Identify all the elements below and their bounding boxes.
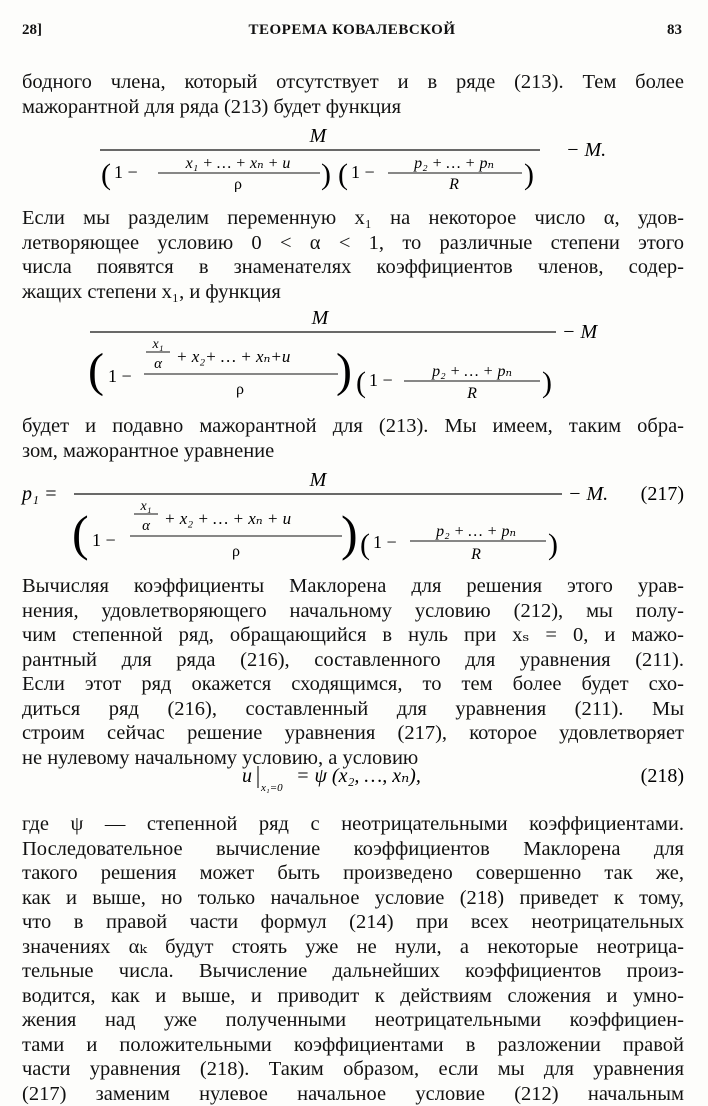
text-line: водится, как и выше, и приводит к действиям сложения и умно-	[22, 984, 684, 1009]
minus-M: − M	[562, 321, 598, 343]
section-number: 28]	[22, 22, 42, 39]
inner-numerator: p₂ + … + pₙ	[435, 523, 516, 540]
formula-217	[0, 468, 708, 568]
numerator-M: M	[309, 125, 328, 147]
x1-numerator: x₁	[151, 337, 163, 352]
inner-denominator: R	[448, 176, 459, 192]
left-paren: (	[72, 505, 89, 561]
text-line: бодного члена, который отсутствует и в ряде (213). Тем более	[22, 70, 684, 95]
text-line: части уравнения (218). Таким образом, если мы для уравнения	[22, 1057, 684, 1082]
right-paren: )	[341, 505, 358, 561]
right-paren: )	[548, 528, 558, 561]
minus-M: − M.	[566, 139, 606, 161]
inner-denominator: ρ	[236, 381, 244, 398]
text-line: что в правой части формул (214) при всех неотрицательных	[22, 910, 684, 935]
x1-numerator: x₁	[139, 499, 151, 514]
numerator-M: M	[311, 307, 330, 329]
inner-denominator: R	[470, 546, 481, 563]
inner-numerator: p₂ + … + pₙ	[431, 363, 512, 380]
text-line: числа появятся в знаменателях коэффициентов членов, содер-	[22, 255, 684, 280]
rhs-psi: = ψ (x₂, …, xₙ),	[296, 765, 421, 787]
formula-218	[0, 760, 708, 800]
inner-numerator: p₂ + … + pₙ	[413, 155, 494, 172]
text-line: зом, мажорантное уравнение	[22, 439, 684, 464]
text-line: тами и положительными коэффициентами в разложении правой	[22, 1033, 684, 1058]
text-line: рантный для ряда (216), составленного для уравнения (211).	[22, 648, 684, 673]
text-line: летворяющее условию 0 < α < 1, то различные степени этого	[22, 231, 684, 256]
paragraph-3	[22, 414, 684, 463]
inner-numerator: x₁ + … + xₙ + u	[185, 155, 291, 172]
text-line: будет и подавно мажорантной для (213). Мы имеем, таким обра-	[22, 414, 684, 439]
page-number: 83	[667, 22, 682, 39]
equation-number: (218)	[641, 765, 684, 787]
running-header	[22, 22, 682, 46]
equation-number: (217)	[641, 483, 684, 505]
text-line: не нулевому начальному условию, а условию	[22, 746, 684, 771]
lhs-p1: p₁ =	[20, 483, 57, 505]
running-title: ТЕОРЕМА КОВАЛЕВСКОЙ	[22, 22, 682, 39]
text-line: (217) заменим нулевое начальное условие (212) начальным	[22, 1082, 684, 1106]
left-paren: (	[101, 158, 111, 191]
text-line: Если мы разделим переменную x₁ на некоторое число α, удов-	[22, 206, 684, 231]
inner-denominator: R	[466, 385, 477, 402]
text-line: Последовательное вычисление коэффициентов Маклорена для	[22, 837, 684, 862]
text-line: значениях αₖ будут стоять уже не нули, а некоторые неотрица-	[22, 935, 684, 960]
text-line: строим сейчас решение уравнения (217), которое удовлетворяет	[22, 721, 684, 746]
left-paren: (	[88, 344, 104, 397]
text-line: диться ряд (216), составленный для уравнения (211). Мы	[22, 697, 684, 722]
inner-numerator-rest: + x₂ + … + xₙ + u	[164, 509, 291, 528]
alpha-denominator: α	[154, 356, 163, 372]
minus-M: − M.	[568, 483, 608, 505]
text-line: нения, удовлетворяющего начальному условию (212), мы полу-	[22, 599, 684, 624]
paragraph-1	[22, 70, 684, 119]
left-paren: (	[356, 366, 366, 399]
paragraph-5	[22, 812, 684, 1106]
right-paren: )	[542, 366, 552, 399]
text-line: Вычисляя коэффициенты Маклорена для решения этого урав-	[22, 574, 684, 599]
paragraph-2	[22, 206, 684, 304]
inner-denominator: ρ	[234, 176, 242, 192]
text-line: чим степенной ряд, обращающийся в нуль при xₛ = 0, и мажо-	[22, 623, 684, 648]
alpha-denominator: α	[142, 518, 151, 534]
text-line: жащих степени x₁, и функция	[22, 280, 684, 305]
left-paren: (	[338, 158, 348, 191]
text-line: мажорантной для ряда (213) будет функция	[22, 95, 684, 120]
right-paren: )	[336, 344, 352, 397]
one-minus: 1 −	[108, 366, 132, 386]
formula-scaled-majorant	[0, 306, 708, 406]
text-line: такого решения может быть произведено совершенно так же,	[22, 861, 684, 886]
numerator-M: M	[309, 469, 328, 491]
text-line: где ψ — степенной ряд с неотрицательными коэффициентами.	[22, 812, 684, 837]
text-line: Если этот ряд окажется сходящимся, то тем более будет схо-	[22, 672, 684, 697]
inner-numerator-rest: + x₂+ … + xₙ+u	[176, 347, 290, 366]
one-minus: 1 −	[351, 162, 375, 182]
right-paren: )	[524, 158, 534, 191]
inner-denominator: ρ	[232, 543, 240, 560]
left-paren: (	[360, 528, 370, 561]
formula-majorant-function	[0, 122, 708, 192]
one-minus: 1 −	[373, 532, 397, 552]
u-variable: u	[242, 765, 252, 787]
restriction-condition: x₁=0	[260, 782, 283, 794]
one-minus: 1 −	[114, 162, 138, 182]
paragraph-4	[22, 574, 684, 770]
text-line: тельные числа. Вычисление дальнейших коэффициентов произ-	[22, 959, 684, 984]
text-line: как и выше, но только начальное условие (218) приведет к тому,	[22, 886, 684, 911]
one-minus: 1 −	[92, 530, 116, 550]
one-minus: 1 −	[369, 370, 393, 390]
text-line: жения над уже полученными неотрицательными коэффициен-	[22, 1008, 684, 1033]
right-paren: )	[321, 158, 331, 191]
